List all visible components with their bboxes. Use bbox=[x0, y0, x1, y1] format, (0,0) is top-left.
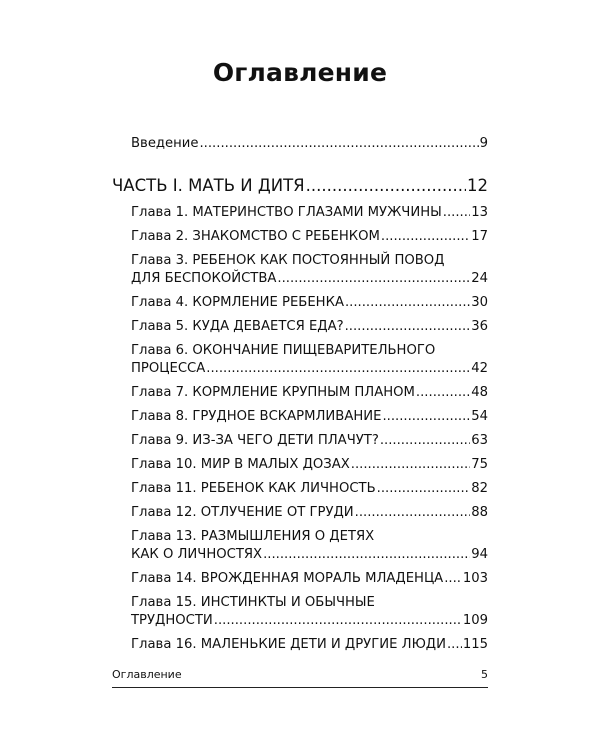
leader-dots bbox=[351, 456, 470, 474]
toc-chapter-title: Глава 4. КОРМЛЕНИЕ РЕБЕНКА bbox=[131, 295, 344, 310]
leader-dots bbox=[199, 134, 478, 154]
toc-chapter-page: 115 bbox=[462, 637, 488, 652]
leader-dots bbox=[381, 228, 470, 246]
toc-part-heading[interactable] bbox=[112, 174, 488, 198]
leader-dots bbox=[377, 480, 471, 498]
toc-chapter-page: 75 bbox=[471, 457, 488, 472]
toc-chapter-entry[interactable] bbox=[131, 504, 488, 522]
toc-chapter-entry[interactable] bbox=[131, 294, 488, 312]
toc-chapter-title: Глава 8. ГРУДНОЕ ВСКАРМЛИВАНИЕ bbox=[131, 409, 382, 424]
toc-chapter-page: 88 bbox=[471, 505, 488, 520]
leader-dots bbox=[263, 546, 470, 564]
toc-chapter-entry[interactable] bbox=[131, 456, 488, 474]
toc-chapter-title: Глава 16. МАЛЕНЬКИЕ ДЕТИ И ДРУГИЕ ЛЮДИ bbox=[131, 637, 446, 652]
leader-dots bbox=[306, 174, 466, 198]
leader-dots bbox=[277, 270, 470, 288]
leader-dots bbox=[443, 204, 470, 222]
toc-chapter-page: 109 bbox=[462, 613, 488, 628]
toc-chapter-title: Глава 9. ИЗ-ЗА ЧЕГО ДЕТИ ПЛАЧУТ? bbox=[131, 433, 379, 448]
leader-dots bbox=[416, 384, 470, 402]
toc-chapter-title: Глава 10. МИР В МАЛЫХ ДОЗАХ bbox=[131, 457, 350, 472]
toc-chapter-entry[interactable] bbox=[131, 432, 488, 450]
toc-chapter-page: 94 bbox=[471, 547, 488, 562]
toc-chapter-entry[interactable] bbox=[131, 228, 488, 246]
toc-chapter-title-cont: ДЛЯ БЕСПОКОЙСТВА bbox=[131, 271, 277, 286]
leader-dots bbox=[380, 432, 470, 450]
toc-chapter-title: Глава 12. ОТЛУЧЕНИЕ ОТ ГРУДИ bbox=[131, 505, 354, 520]
toc-chapter-title: Глава 11. РЕБЕНОК КАК ЛИЧНОСТЬ bbox=[131, 481, 376, 496]
toc-chapter-title-cont: ПРОЦЕССА bbox=[131, 361, 206, 376]
leader-dots bbox=[345, 294, 470, 312]
page-title: Оглавление bbox=[212, 58, 388, 87]
page-footer bbox=[112, 668, 488, 681]
toc-chapter-title: Глава 7. КОРМЛЕНИЕ КРУПНЫМ ПЛАНОМ bbox=[131, 385, 415, 400]
leader-dots bbox=[345, 318, 471, 336]
toc-entry-label: Введение bbox=[131, 136, 199, 151]
toc-chapter-entry[interactable] bbox=[131, 318, 488, 336]
toc-chapter-entry[interactable] bbox=[131, 570, 488, 588]
toc-chapter-page: 63 bbox=[471, 433, 488, 448]
toc-chapter-title: Глава 13. РАЗМЫШЛЕНИЯ О ДЕТЯХ bbox=[131, 529, 375, 544]
leader-dots bbox=[382, 408, 470, 426]
toc-entry-page: 9 bbox=[479, 136, 488, 151]
page-number: 5 bbox=[481, 668, 488, 681]
toc-chapter-page: 30 bbox=[471, 295, 488, 310]
toc-chapter-title: Глава 14. ВРОЖДЕННАЯ МОРАЛЬ МЛАДЕНЦА bbox=[131, 571, 444, 586]
leader-dots bbox=[355, 504, 471, 522]
leader-dots bbox=[447, 636, 462, 654]
toc-chapter-page: 13 bbox=[471, 205, 488, 220]
toc-chapter-entry[interactable] bbox=[131, 252, 488, 288]
toc-chapter-list bbox=[131, 204, 488, 660]
toc-chapter-entry[interactable] bbox=[131, 342, 488, 378]
toc-chapter-page: 24 bbox=[471, 271, 488, 286]
toc-part-page: 12 bbox=[467, 176, 488, 195]
toc-chapter-page: 54 bbox=[471, 409, 488, 424]
toc-chapter-title: Глава 15. ИНСТИНКТЫ И ОБЫЧНЫЕ bbox=[131, 595, 375, 610]
toc-chapter-page: 82 bbox=[471, 481, 488, 496]
footer-rule bbox=[112, 687, 488, 688]
toc-chapter-title-cont: КАК О ЛИЧНОСТЯХ bbox=[131, 547, 263, 562]
toc-chapter-entry[interactable] bbox=[131, 636, 488, 654]
toc-chapter-entry[interactable] bbox=[131, 204, 488, 222]
running-footer-title: Оглавление bbox=[112, 668, 182, 681]
toc-chapter-title: Глава 2. ЗНАКОМСТВО С РЕБЕНКОМ bbox=[131, 229, 380, 244]
leader-dots bbox=[206, 360, 470, 378]
leader-dots bbox=[214, 612, 462, 630]
toc-chapter-page: 48 bbox=[471, 385, 488, 400]
toc-chapter-page: 103 bbox=[462, 571, 488, 586]
toc-chapter-entry[interactable] bbox=[131, 594, 488, 630]
toc-chapter-page: 36 bbox=[471, 319, 488, 334]
toc-chapter-title: Глава 6. ОКОНЧАНИЕ ПИЩЕВАРИТЕЛЬНОГО bbox=[131, 343, 436, 358]
toc-chapter-title: Глава 3. РЕБЕНОК КАК ПОСТОЯННЫЙ ПОВОД bbox=[131, 253, 445, 268]
toc-part-label: ЧАСТЬ I. МАТЬ И ДИТЯ bbox=[112, 176, 305, 195]
toc-chapter-entry[interactable] bbox=[131, 480, 488, 498]
toc-chapter-entry[interactable] bbox=[131, 384, 488, 402]
toc-chapter-page: 17 bbox=[471, 229, 488, 244]
toc-entry-intro[interactable] bbox=[131, 134, 488, 154]
toc-chapter-entry[interactable] bbox=[131, 528, 488, 564]
toc-chapter-title: Глава 5. КУДА ДЕВАЕТСЯ ЕДА? bbox=[131, 319, 344, 334]
toc-chapter-entry[interactable] bbox=[131, 408, 488, 426]
toc-chapter-page: 42 bbox=[471, 361, 488, 376]
toc-chapter-title-cont: ТРУДНОСТИ bbox=[131, 613, 213, 628]
leader-dots bbox=[444, 570, 462, 588]
toc-chapter-title: Глава 1. МАТЕРИНСТВО ГЛАЗАМИ МУЖЧИНЫ bbox=[131, 205, 442, 220]
